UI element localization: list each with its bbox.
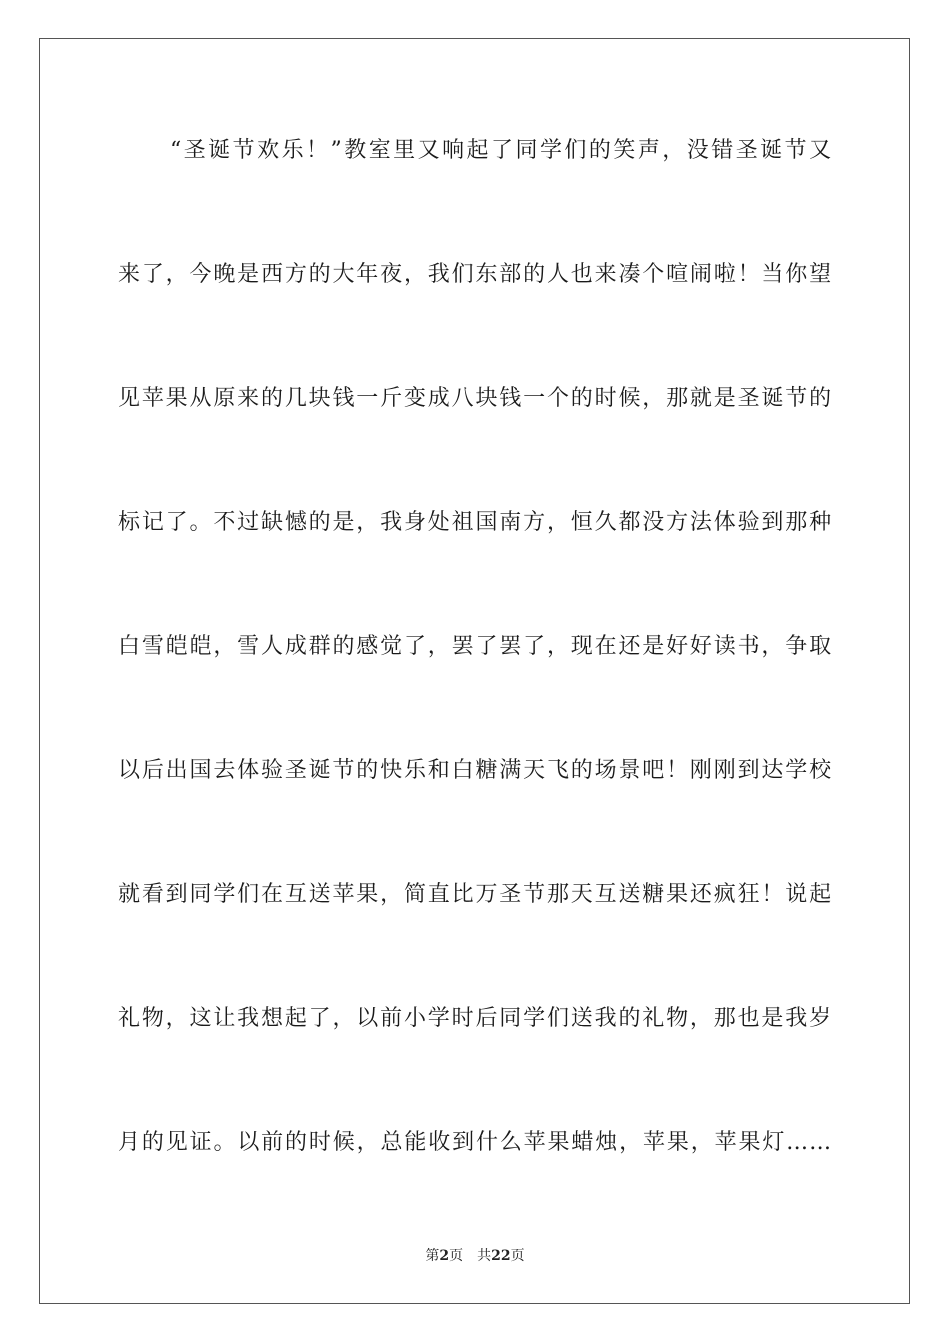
paragraph-line: 礼物，这让我想起了，以前小学时后同学们送我的礼物，那也是我岁 (118, 1006, 832, 1031)
paragraph-line: 见苹果从原来的几块钱一斤变成八块钱一个的时候，那就是圣诞节的 (118, 386, 832, 411)
page-number-prefix: 第 (425, 1248, 440, 1264)
page-total-suffix: 页 (510, 1248, 525, 1264)
paragraph-line: 以后出国去体验圣诞节的快乐和白糖满天飞的场景吧！刚刚到达学校 (118, 758, 832, 783)
page-border (39, 38, 910, 1304)
paragraph-line: 来了，今晚是西方的大年夜，我们东部的人也来凑个喧闹啦！当你望 (118, 262, 832, 287)
page-number-suffix: 页 (449, 1248, 464, 1264)
paragraph-line: 月的见证。以前的时候，总能收到什么苹果蜡烛，苹果，苹果灯…… (118, 1130, 832, 1155)
page-number-current: 2 (439, 1248, 450, 1264)
page-footer (0, 1246, 950, 1266)
paragraph-line: 白雪皑皑，雪人成群的感觉了，罢了罢了，现在还是好好读书，争取 (118, 634, 832, 659)
paragraph-line: 标记了。不过缺憾的是，我身处祖国南方，恒久都没方法体验到那种 (118, 510, 832, 535)
paragraph-line: 就看到同学们在互送苹果，简直比万圣节那天互送糖果还疯狂！说起 (118, 882, 832, 907)
paragraph-line: “圣诞节欢乐！”教室里又响起了同学们的笑声，没错圣诞节又 (170, 138, 832, 163)
page-total-count: 22 (491, 1248, 511, 1264)
page-total-prefix: 共 (477, 1248, 492, 1264)
